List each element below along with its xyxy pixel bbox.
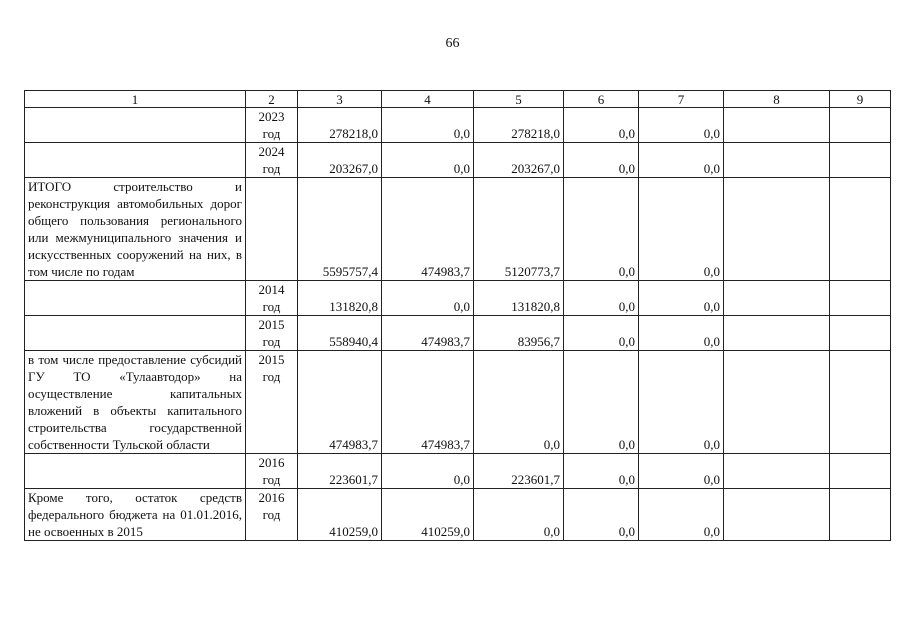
- cell-col9: [830, 454, 891, 489]
- header-cell: 6: [564, 91, 639, 108]
- cell-col5: 131820,8: [474, 281, 564, 316]
- row-description: [25, 454, 246, 489]
- row-year: 2016 год: [246, 489, 298, 541]
- cell-col5: 203267,0: [474, 143, 564, 178]
- table-row: [25, 316, 891, 351]
- cell-col5: 0,0: [474, 351, 564, 454]
- cell-col5: 5120773,7: [474, 178, 564, 281]
- cell-col5: 278218,0: [474, 108, 564, 143]
- cell-col9: [830, 281, 891, 316]
- row-description: [25, 143, 246, 178]
- cell-col8: [724, 281, 830, 316]
- cell-col3: 5595757,4: [298, 178, 382, 281]
- cell-col9: [830, 143, 891, 178]
- cell-col9: [830, 108, 891, 143]
- cell-col9: [830, 178, 891, 281]
- cell-col6: 0,0: [564, 143, 639, 178]
- cell-col6: 0,0: [564, 281, 639, 316]
- cell-col8: [724, 108, 830, 143]
- cell-col8: [724, 489, 830, 541]
- row-description: в том числе предоставление субсидий ГУ ТО «Тулаавтодор» на осуществление капитальных вложений в объекты капитального строительства государственной собственности Тульской области: [25, 351, 246, 454]
- cell-col3: 203267,0: [298, 143, 382, 178]
- cell-col3: 558940,4: [298, 316, 382, 351]
- table-row: [25, 143, 891, 178]
- header-cell: 7: [639, 91, 724, 108]
- header-cell: 1: [25, 91, 246, 108]
- cell-col4: 0,0: [382, 108, 474, 143]
- row-year: 2015 год: [246, 351, 298, 454]
- cell-col7: 0,0: [639, 143, 724, 178]
- cell-col3: 223601,7: [298, 454, 382, 489]
- cell-col4: 410259,0: [382, 489, 474, 541]
- cell-col7: 0,0: [639, 489, 724, 541]
- table-row: [25, 178, 891, 281]
- cell-col5: 83956,7: [474, 316, 564, 351]
- row-year: 2023 год: [246, 108, 298, 143]
- table-row: [25, 351, 891, 454]
- cell-col6: 0,0: [564, 489, 639, 541]
- cell-col7: 0,0: [639, 316, 724, 351]
- cell-col3: 131820,8: [298, 281, 382, 316]
- row-year: 2014 год: [246, 281, 298, 316]
- cell-col7: 0,0: [639, 351, 724, 454]
- table-row: [25, 281, 891, 316]
- table-row: [25, 489, 891, 541]
- cell-col3: 410259,0: [298, 489, 382, 541]
- cell-col8: [724, 316, 830, 351]
- row-year: [246, 178, 298, 281]
- table-row: [25, 454, 891, 489]
- row-description: Кроме того, остаток средств федерального бюджета на 01.01.2016, не освоенных в 2015: [25, 489, 246, 541]
- cell-col8: [724, 454, 830, 489]
- row-year: 2015 год: [246, 316, 298, 351]
- budget-table: [24, 90, 891, 541]
- header-cell: 9: [830, 91, 891, 108]
- cell-col4: 474983,7: [382, 316, 474, 351]
- cell-col8: [724, 143, 830, 178]
- cell-col5: 0,0: [474, 489, 564, 541]
- cell-col4: 0,0: [382, 454, 474, 489]
- cell-col3: 474983,7: [298, 351, 382, 454]
- cell-col9: [830, 351, 891, 454]
- cell-col7: 0,0: [639, 108, 724, 143]
- cell-col4: 474983,7: [382, 178, 474, 281]
- row-description: [25, 108, 246, 143]
- header-cell: 8: [724, 91, 830, 108]
- page-number: 66: [445, 36, 460, 51]
- cell-col6: 0,0: [564, 178, 639, 281]
- cell-col8: [724, 351, 830, 454]
- cell-col9: [830, 489, 891, 541]
- header-cell: 3: [298, 91, 382, 108]
- header-cell: 4: [382, 91, 474, 108]
- cell-col6: 0,0: [564, 351, 639, 454]
- cell-col7: 0,0: [639, 454, 724, 489]
- cell-col4: 474983,7: [382, 351, 474, 454]
- cell-col6: 0,0: [564, 108, 639, 143]
- cell-col3: 278218,0: [298, 108, 382, 143]
- cell-col7: 0,0: [639, 281, 724, 316]
- table-row: [25, 108, 891, 143]
- row-description: [25, 316, 246, 351]
- cell-col6: 0,0: [564, 454, 639, 489]
- header-cell: 2: [246, 91, 298, 108]
- cell-col5: 223601,7: [474, 454, 564, 489]
- cell-col4: 0,0: [382, 281, 474, 316]
- cell-col4: 0,0: [382, 143, 474, 178]
- row-description: ИТОГО строительство и реконструкция автомобильных дорог общего пользования регионального или межмуниципального значения и искусственных сооружений на них, в том числе по годам: [25, 178, 246, 281]
- row-description: [25, 281, 246, 316]
- cell-col7: 0,0: [639, 178, 724, 281]
- cell-col6: 0,0: [564, 316, 639, 351]
- row-year: 2024 год: [246, 143, 298, 178]
- cell-col9: [830, 316, 891, 351]
- header-cell: 5: [474, 91, 564, 108]
- cell-col8: [724, 178, 830, 281]
- table-header-row: [25, 91, 891, 108]
- row-year: 2016 год: [246, 454, 298, 489]
